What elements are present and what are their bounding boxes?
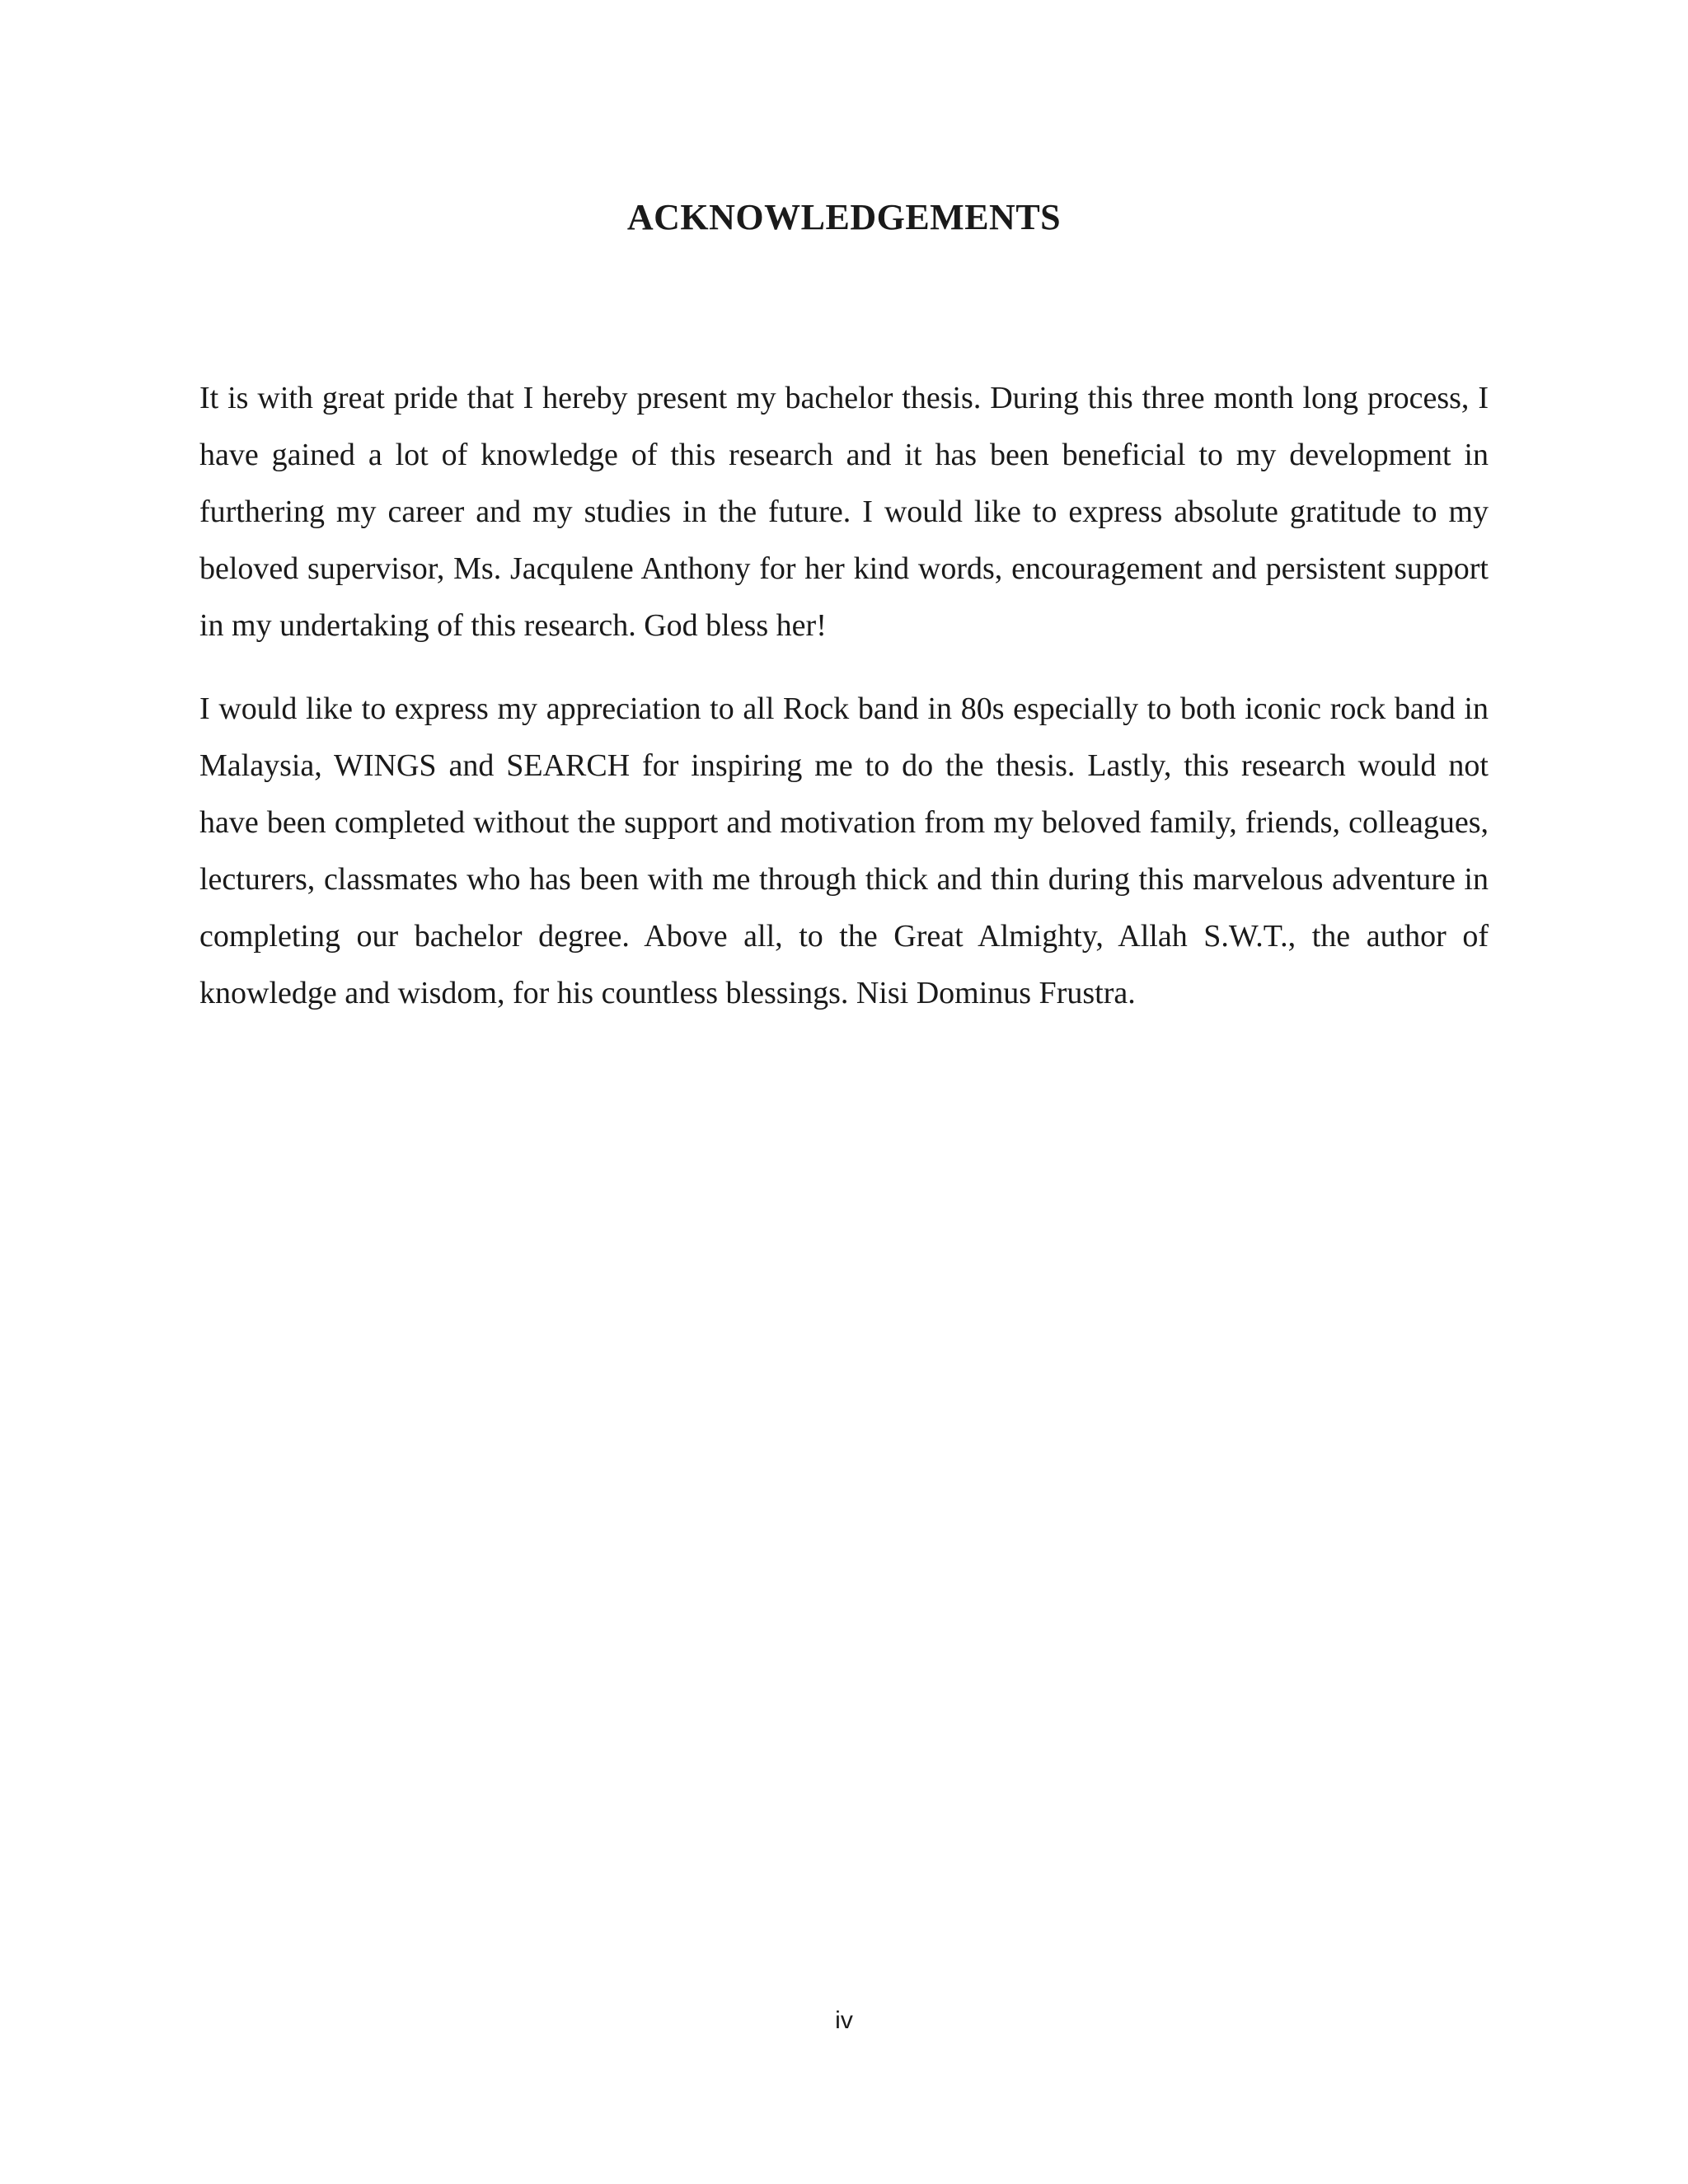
paragraph-1: It is with great pride that I hereby present my bachelor thesis. During this three month long process, I have gained a lot of knowledge of this research and it has been beneficial to my development in furthering my career and my studies in the future. I would like to express absolute gratitude to my beloved supervisor, Ms. Jacqulene Anthony for her kind words, encouragement and persistent support in my undertaking of this research. God bless her! [199,381,1489,643]
page-title: ACKNOWLEDGEMENTS [626,197,1062,237]
acknowledgements-body [199,370,1489,1048]
page-number: iv [835,2007,853,2034]
paragraph-2: I would like to express my appreciation to all Rock band in 80s especially to both iconic rock band in Malaysia, WINGS and SEARCH for inspiring me to do the thesis. Lastly, this research would not have been completed without the support and motivation from my beloved family, friends, colleagues, lecturers, classmates who has been with me through thick and thin during this marvelous adventure in completing our bachelor degree. Above all, to the Great Almighty, Allah S.W.T., the author of knowledge and wisdom, for his countless blessings. Nisi Dominus Frustra. [199,691,1489,1010]
